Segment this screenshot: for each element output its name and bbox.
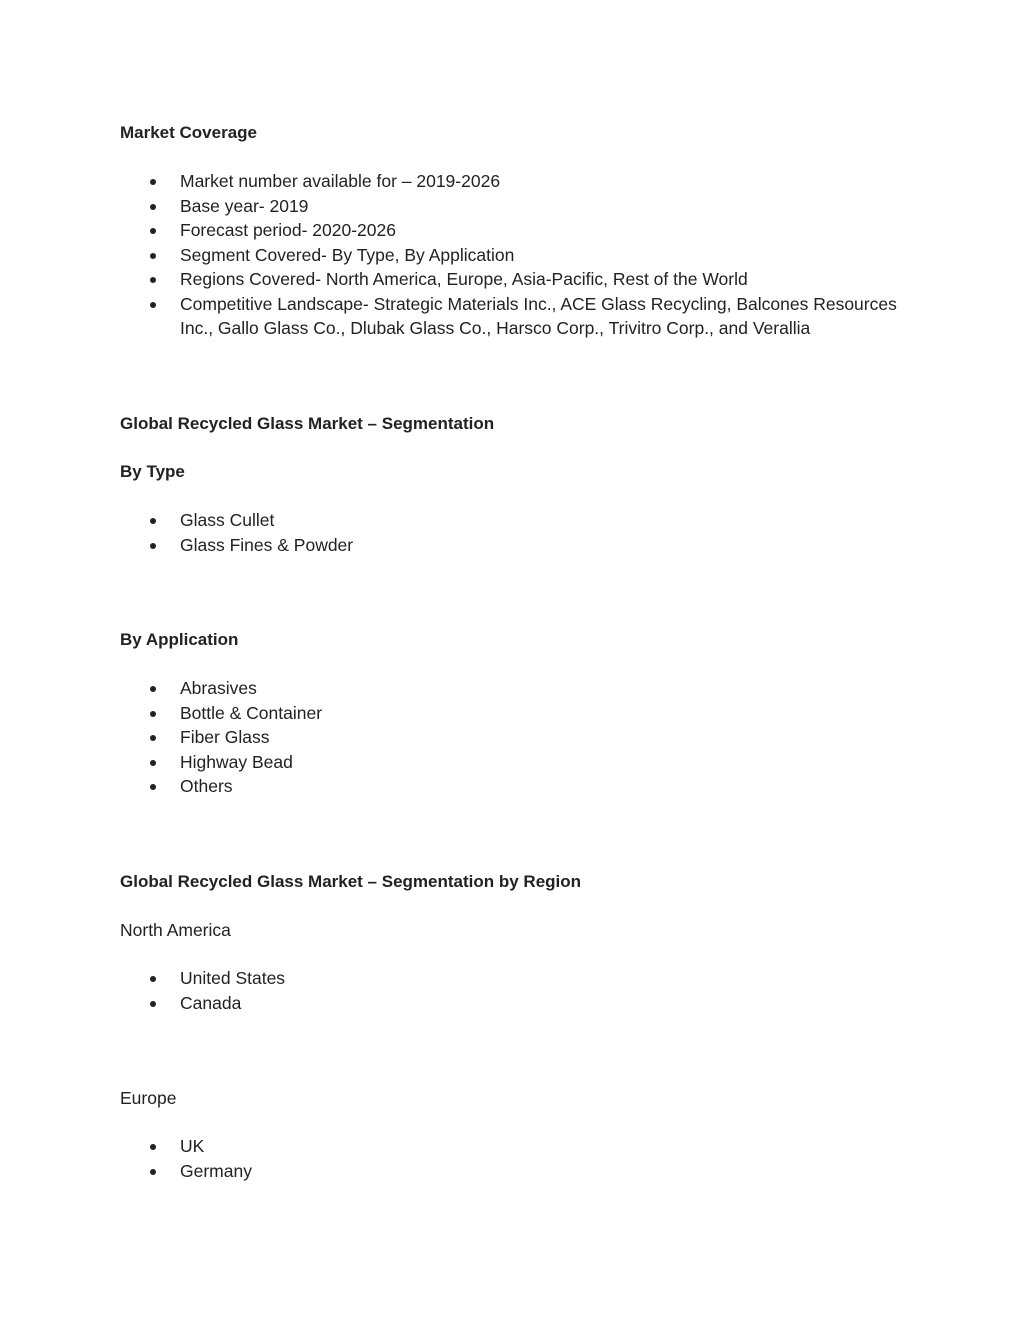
north-america-section [120,966,920,1015]
bullet-icon [150,976,156,982]
list-item: Base year- 2019 [120,194,920,219]
list-item: UK [120,1134,920,1159]
market-coverage-list [120,169,920,341]
bullet-icon [150,543,156,549]
bullet-icon [150,735,156,741]
list-item: Others [120,774,920,799]
list-item: Segment Covered- By Type, By Application [120,243,920,268]
list-item: Market number available for – 2019-2026 [120,169,920,194]
list-item: Bottle & Container [120,701,920,726]
bullet-icon [150,228,156,234]
bullet-icon [150,253,156,259]
market-coverage-heading: Market Coverage [120,123,258,142]
by-application-section [120,676,920,799]
region-segmentation-heading: Global Recycled Glass Market – Segmentation by Region [120,872,582,891]
bullet-icon [150,302,156,308]
region-segmentation-heading-block [120,870,920,894]
europe-heading-block [120,1086,920,1110]
bullet-icon [150,1144,156,1150]
europe-heading: Europe [120,1088,177,1108]
by-application-list [120,676,920,799]
list-item: Regions Covered- North America, Europe, Asia-Pacific, Rest of the World [120,267,920,292]
by-application-heading-block [120,628,920,652]
by-type-section [120,508,920,557]
list-item: Canada [120,991,920,1016]
north-america-list [120,966,920,1015]
list-item: Competitive Landscape- Strategic Materials Inc., ACE Glass Recycling, Balcones Resources Inc., Gallo Glass Co., Dlubak Glass Co., Harsco Corp., Trivitro Corp., and Verallia [120,292,920,341]
north-america-heading-block [120,918,920,942]
market-coverage-section [120,169,920,341]
bullet-icon [150,179,156,185]
bullet-icon [150,518,156,524]
europe-section [120,1134,920,1183]
market-coverage-heading-block [120,121,920,145]
list-item: Highway Bead [120,750,920,775]
bullet-icon [150,711,156,717]
list-item: Abrasives [120,676,920,701]
by-type-heading: By Type [120,462,185,481]
list-item: Forecast period- 2020-2026 [120,218,920,243]
bullet-icon [150,784,156,790]
list-item: United States [120,966,920,991]
segmentation-heading: Global Recycled Glass Market – Segmentation [120,414,495,433]
segmentation-heading-block [120,412,920,436]
by-type-list [120,508,920,557]
by-type-heading-block [120,460,920,484]
list-item: Glass Cullet [120,508,920,533]
bullet-icon [150,760,156,766]
list-item: Fiber Glass [120,725,920,750]
bullet-icon [150,686,156,692]
by-application-heading: By Application [120,630,239,649]
europe-list [120,1134,920,1183]
bullet-icon [150,277,156,283]
list-item: Glass Fines & Powder [120,533,920,558]
bullet-icon [150,204,156,210]
bullet-icon [150,1169,156,1175]
list-item: Germany [120,1159,920,1184]
bullet-icon [150,1001,156,1007]
north-america-heading: North America [120,920,231,940]
